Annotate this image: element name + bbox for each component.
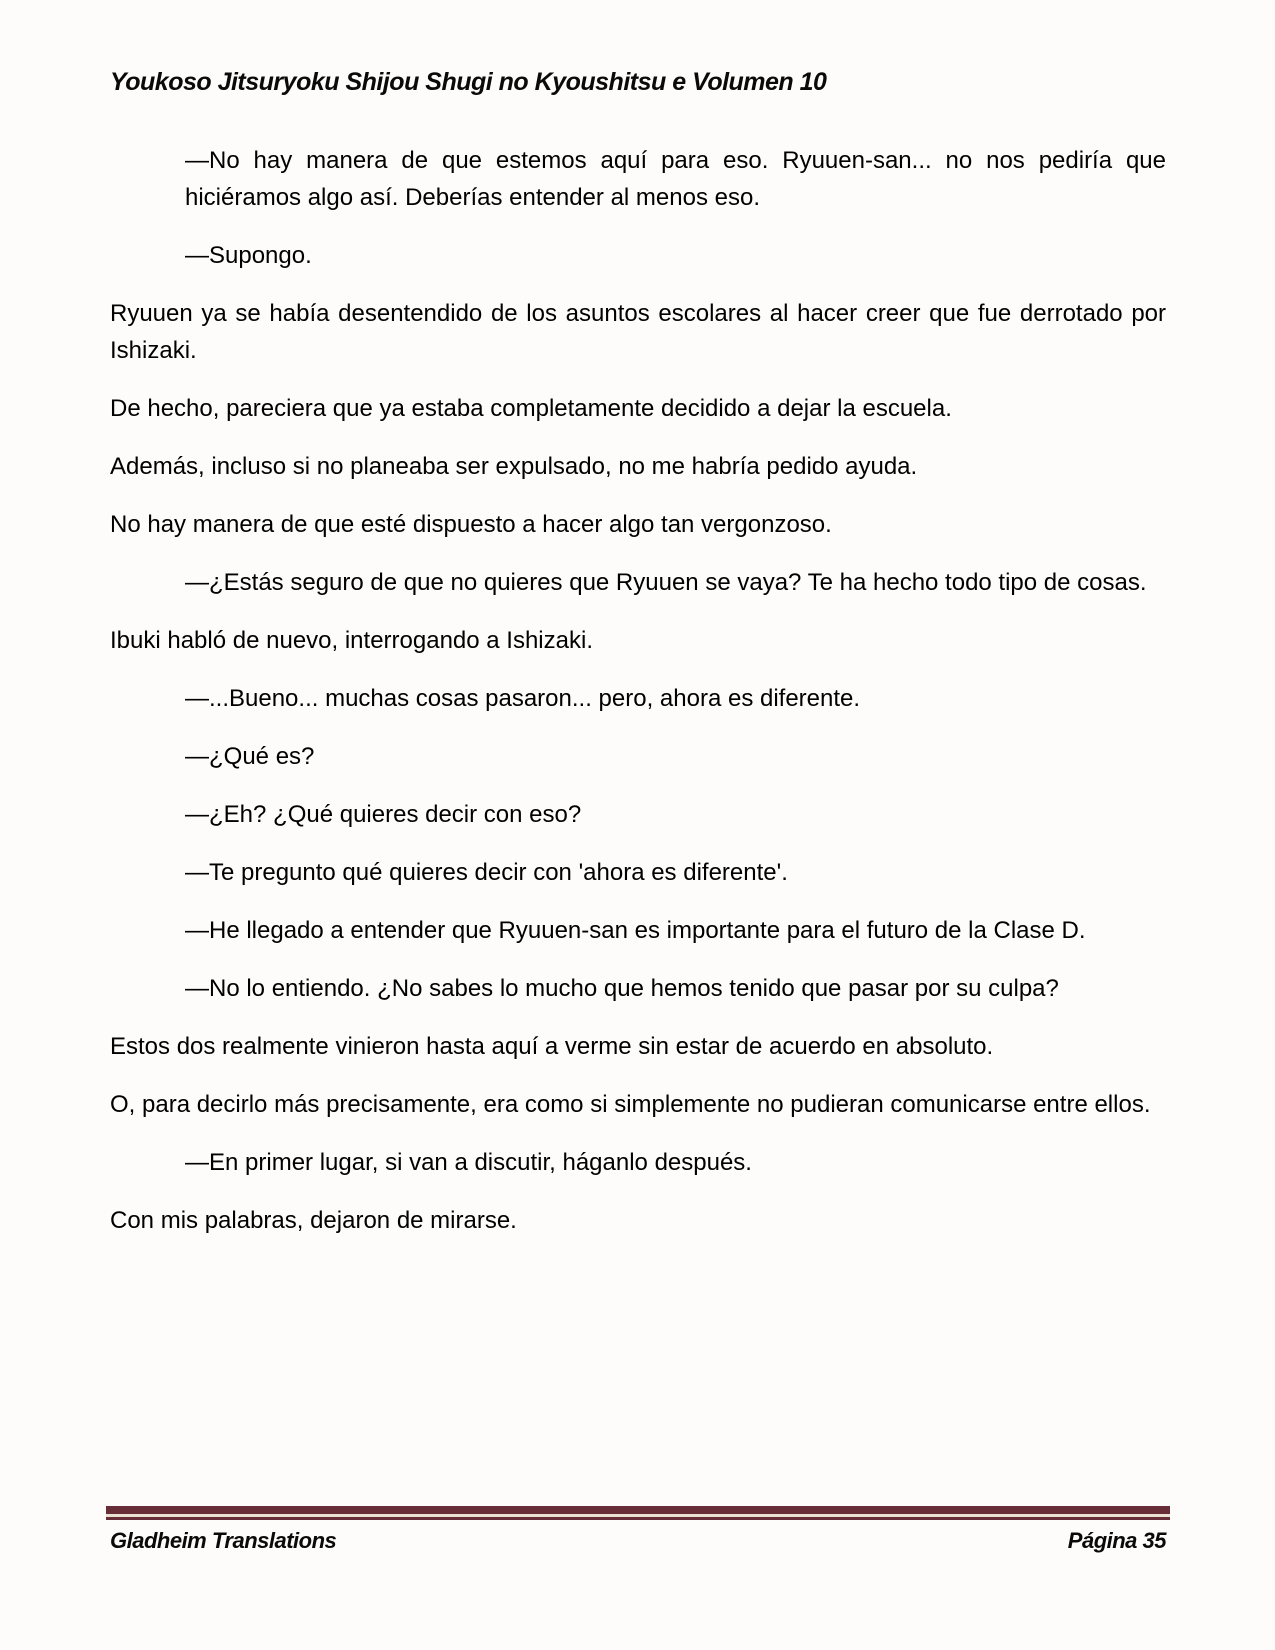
paragraph: De hecho, pareciera que ya estaba completamente decidido a dejar la escuela. [110, 395, 952, 422]
footer-translator-credit: Gladheim Translations [110, 1528, 337, 1553]
paragraph: Ryuuen ya se había desentendido de los asuntos escolares al hacer creer que fue derrotado por Ishizaki. [110, 300, 1166, 364]
paragraph: —No lo entiendo. ¿No sabes lo mucho que hemos tenido que pasar por su culpa? [185, 975, 1059, 1002]
paragraph: Estos dos realmente vinieron hasta aquí a verme sin estar de acuerdo en absoluto. [110, 1033, 994, 1060]
footer-divider [106, 1506, 1170, 1520]
paragraph: —He llegado a entender que Ryuuen-san es importante para el futuro de la Clase D. [185, 917, 1086, 944]
paragraph: —¿Qué es? [185, 743, 315, 770]
paragraph: No hay manera de que esté dispuesto a hacer algo tan vergonzoso. [110, 511, 832, 538]
paragraph: —¿Eh? ¿Qué quieres decir con eso? [185, 801, 582, 828]
paragraph: Además, incluso si no planeaba ser expulsado, no me habría pedido ayuda. [110, 453, 918, 480]
paragraph: —...Bueno... muchas cosas pasaron... pero, ahora es diferente. [185, 685, 861, 712]
body-text [110, 142, 1166, 1260]
footer-page-number: Página 35 [1067, 1528, 1166, 1553]
paragraph: —En primer lugar, si van a discutir, háganlo después. [185, 1149, 752, 1176]
paragraph: O, para decirlo más precisamente, era como si simplemente no pudieran comunicarse entre ellos. [110, 1091, 1151, 1118]
footer-divider-thick-bar [106, 1506, 1170, 1514]
paragraph: —No hay manera de que estemos aquí para eso. Ryuuen-san... no nos pediría que hiciéramos algo así. Deberías entender al menos eso. [185, 147, 1166, 211]
paragraph: Con mis palabras, dejaron de mirarse. [110, 1207, 517, 1234]
paragraph: Ibuki habló de nuevo, interrogando a Ishizaki. [110, 627, 593, 654]
page-header-title: Youkoso Jitsuryoku Shijou Shugi no Kyoushitsu e Volumen 10 [110, 68, 827, 96]
footer-divider-thin-bar [106, 1517, 1170, 1520]
paragraph: —Supongo. [185, 242, 312, 269]
paragraph: —¿Estás seguro de que no quieres que Ryuuen se vaya? Te ha hecho todo tipo de cosas. [185, 569, 1147, 596]
paragraph: —Te pregunto qué quieres decir con 'ahora es diferente'. [185, 859, 788, 886]
page-footer [110, 1528, 1166, 1554]
